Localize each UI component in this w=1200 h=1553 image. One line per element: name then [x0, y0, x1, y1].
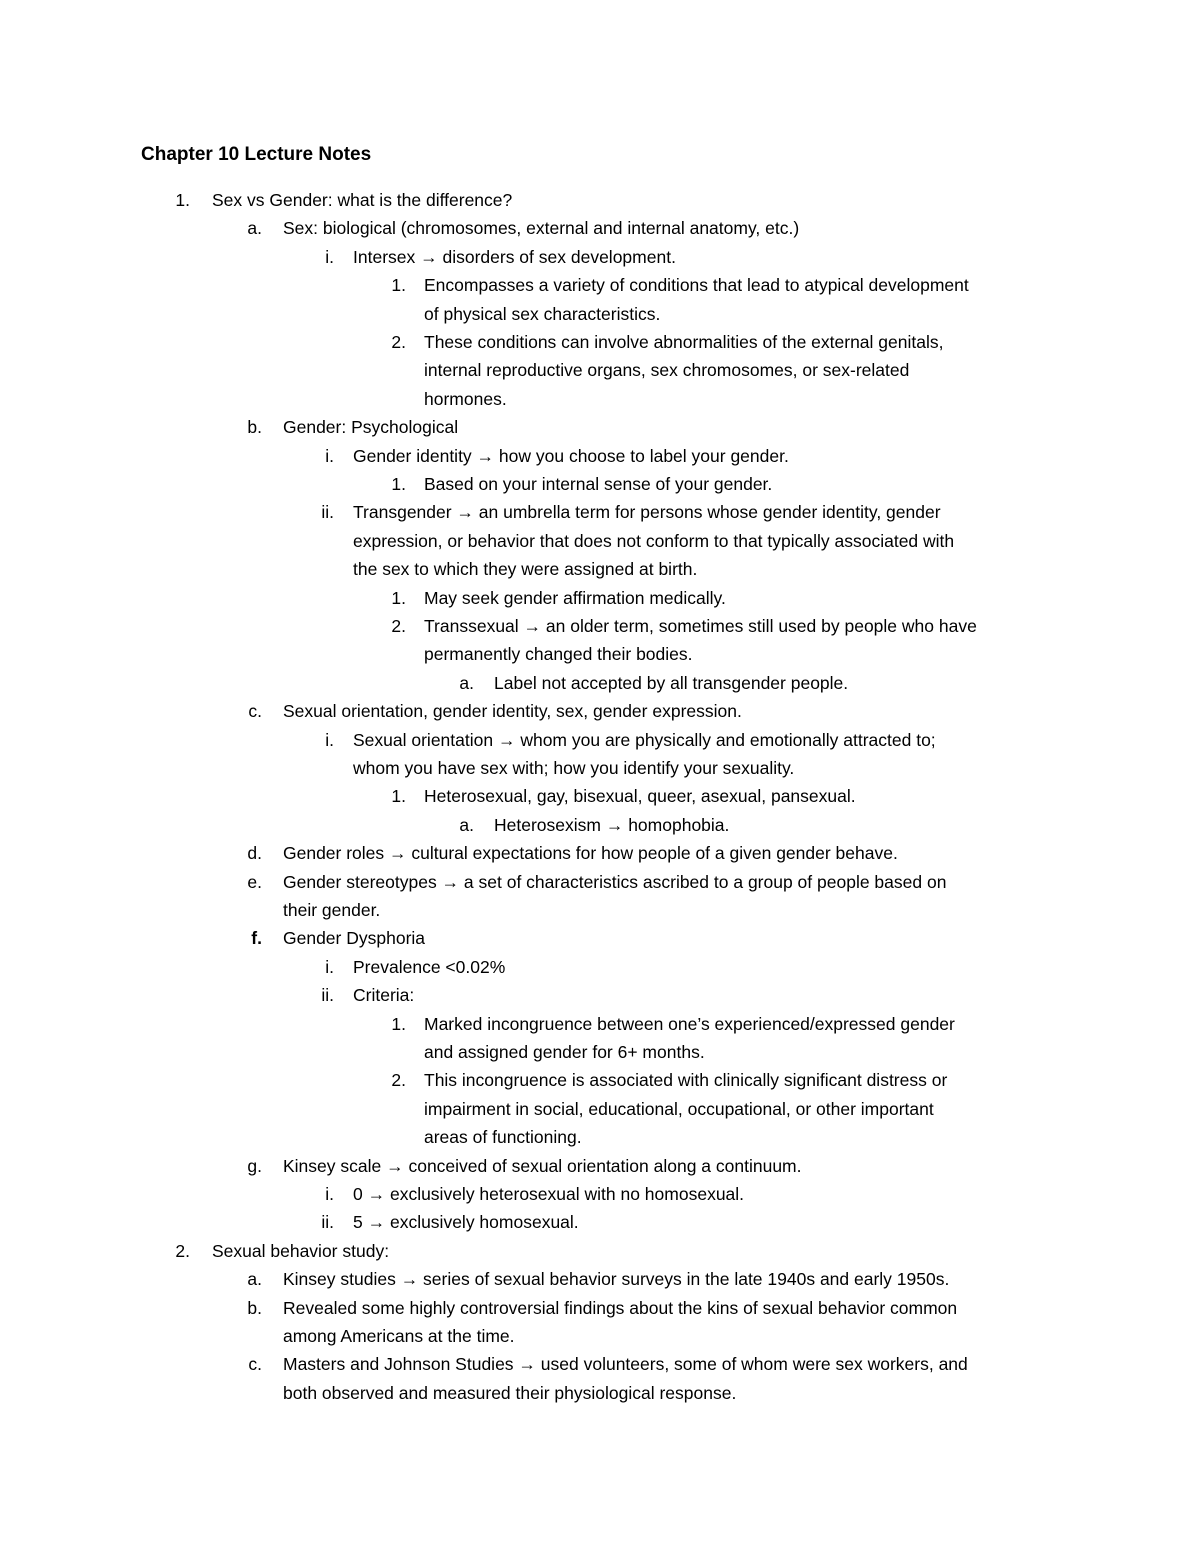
list-item-text: Heterosexism → homophobia.: [494, 814, 730, 835]
list-item-text: Gender Dysphoria: [283, 928, 426, 949]
list-marker: i.: [325, 956, 334, 977]
list-marker: b.: [247, 1297, 262, 1318]
list-item-text: Sex vs Gender: what is the difference?: [212, 190, 513, 210]
list-marker: ii.: [321, 1212, 334, 1233]
list-item-text: impairment in social, educational, occupational, or other important: [424, 1098, 934, 1119]
list-item-text: Gender: Psychological: [283, 417, 459, 438]
list-marker: g.: [247, 1155, 262, 1176]
list-item-text: whom you have sex with; how you identify your sexuality.: [353, 758, 795, 778]
list-marker: 2.: [391, 332, 406, 352]
page-title: Chapter 10 Lecture Notes: [141, 144, 372, 165]
list-item-text: Label not accepted by all transgender people.: [494, 672, 849, 693]
list-item-text: Sexual behavior study:: [212, 1240, 390, 1261]
list-item-text: Encompasses a variety of conditions that lead to atypical development: [424, 275, 969, 296]
list-item-text: Intersex → disorders of sex development.: [353, 246, 676, 267]
list-marker: 1.: [175, 190, 190, 210]
list-item-text: Transgender → an umbrella term for persons whose gender identity, gender: [353, 502, 941, 523]
list-item-text: among Americans at the time.: [283, 1326, 515, 1346]
list-marker: a.: [459, 814, 474, 835]
list-marker: 1.: [391, 275, 406, 296]
list-item-text: Prevalence <0.02%: [353, 956, 506, 977]
list-marker: ii.: [321, 985, 334, 1006]
list-marker: i.: [325, 445, 334, 466]
list-item-text: Marked incongruence between one’s experienced/expressed gender: [424, 1013, 955, 1034]
list-item-text: Gender roles → cultural expectations for how people of a given gender behave.: [283, 843, 898, 864]
list-item-text: permanently changed their bodies.: [424, 644, 693, 665]
list-item-text: Heterosexual, gay, bisexual, queer, asexual, pansexual.: [424, 786, 856, 807]
list-item-text: Sexual orientation, gender identity, sex, gender expression.: [283, 701, 742, 722]
list-marker: f.: [251, 928, 262, 949]
list-marker: e.: [247, 871, 262, 892]
list-item-text: Masters and Johnson Studies → used volunteers, some of whom were sex workers, and: [283, 1354, 968, 1375]
list-item-text: Gender stereotypes → a set of characteristics ascribed to a group of people based on: [283, 871, 947, 892]
list-item-text: Kinsey studies → series of sexual behavior surveys in the late 1940s and early 1950s.: [283, 1269, 950, 1290]
list-item-text: Revealed some highly controversial findings about the kins of sexual behavior common: [283, 1297, 958, 1318]
list-marker: 1.: [391, 1013, 406, 1034]
list-item-text: Criteria:: [353, 985, 415, 1006]
list-item-text: the sex to which they were assigned at birth.: [353, 559, 698, 580]
list-marker: ii.: [321, 502, 334, 523]
list-item-text: Sexual orientation → whom you are physically and emotionally attracted to;: [353, 729, 936, 750]
list-marker: i.: [325, 729, 334, 750]
list-item-text: These conditions can involve abnormalities of the external genitals,: [424, 332, 944, 352]
list-item-text: Kinsey scale → conceived of sexual orientation along a continuum.: [283, 1155, 802, 1176]
list-marker: c.: [248, 1354, 262, 1375]
list-marker: a.: [459, 672, 474, 693]
list-item-text: Sex: biological (chromosomes, external and internal anatomy, etc.): [283, 218, 800, 239]
list-item-text: hormones.: [424, 388, 507, 409]
list-marker: 2.: [391, 616, 406, 636]
list-marker: b.: [247, 417, 262, 438]
list-marker: 1.: [391, 474, 406, 494]
list-item-text: both observed and measured their physiological response.: [283, 1382, 737, 1403]
list-item-text: and assigned gender for 6+ months.: [424, 1042, 705, 1062]
list-item-text: 5 → exclusively homosexual.: [353, 1212, 579, 1233]
list-marker: a.: [247, 1269, 262, 1290]
list-marker: 2.: [175, 1240, 190, 1261]
list-item-text: internal reproductive organs, sex chromosomes, or sex-related: [424, 360, 910, 381]
list-marker: i.: [325, 246, 334, 267]
list-marker: 1.: [391, 587, 406, 608]
list-item-text: their gender.: [283, 900, 381, 920]
list-item-text: This incongruence is associated with clinically significant distress or: [424, 1070, 948, 1091]
list-marker: 1.: [391, 786, 406, 807]
list-marker: c.: [248, 701, 262, 722]
list-item-text: Based on your internal sense of your gender.: [424, 474, 773, 494]
list-item-text: Transsexual → an older term, sometimes still used by people who have: [424, 616, 977, 636]
list-marker: 2.: [391, 1070, 406, 1091]
list-marker: i.: [325, 1184, 334, 1204]
list-item-text: May seek gender affirmation medically.: [424, 587, 726, 608]
list-item-text: of physical sex characteristics.: [424, 303, 661, 324]
list-marker: d.: [247, 843, 262, 864]
list-marker: a.: [247, 218, 262, 239]
list-item-text: expression, or behavior that does not conform to that typically associated with: [353, 530, 955, 551]
list-item-text: 0 → exclusively heterosexual with no homosexual.: [353, 1184, 745, 1204]
list-item-text: Gender identity → how you choose to label your gender.: [353, 445, 789, 466]
list-item-text: areas of functioning.: [424, 1127, 582, 1148]
